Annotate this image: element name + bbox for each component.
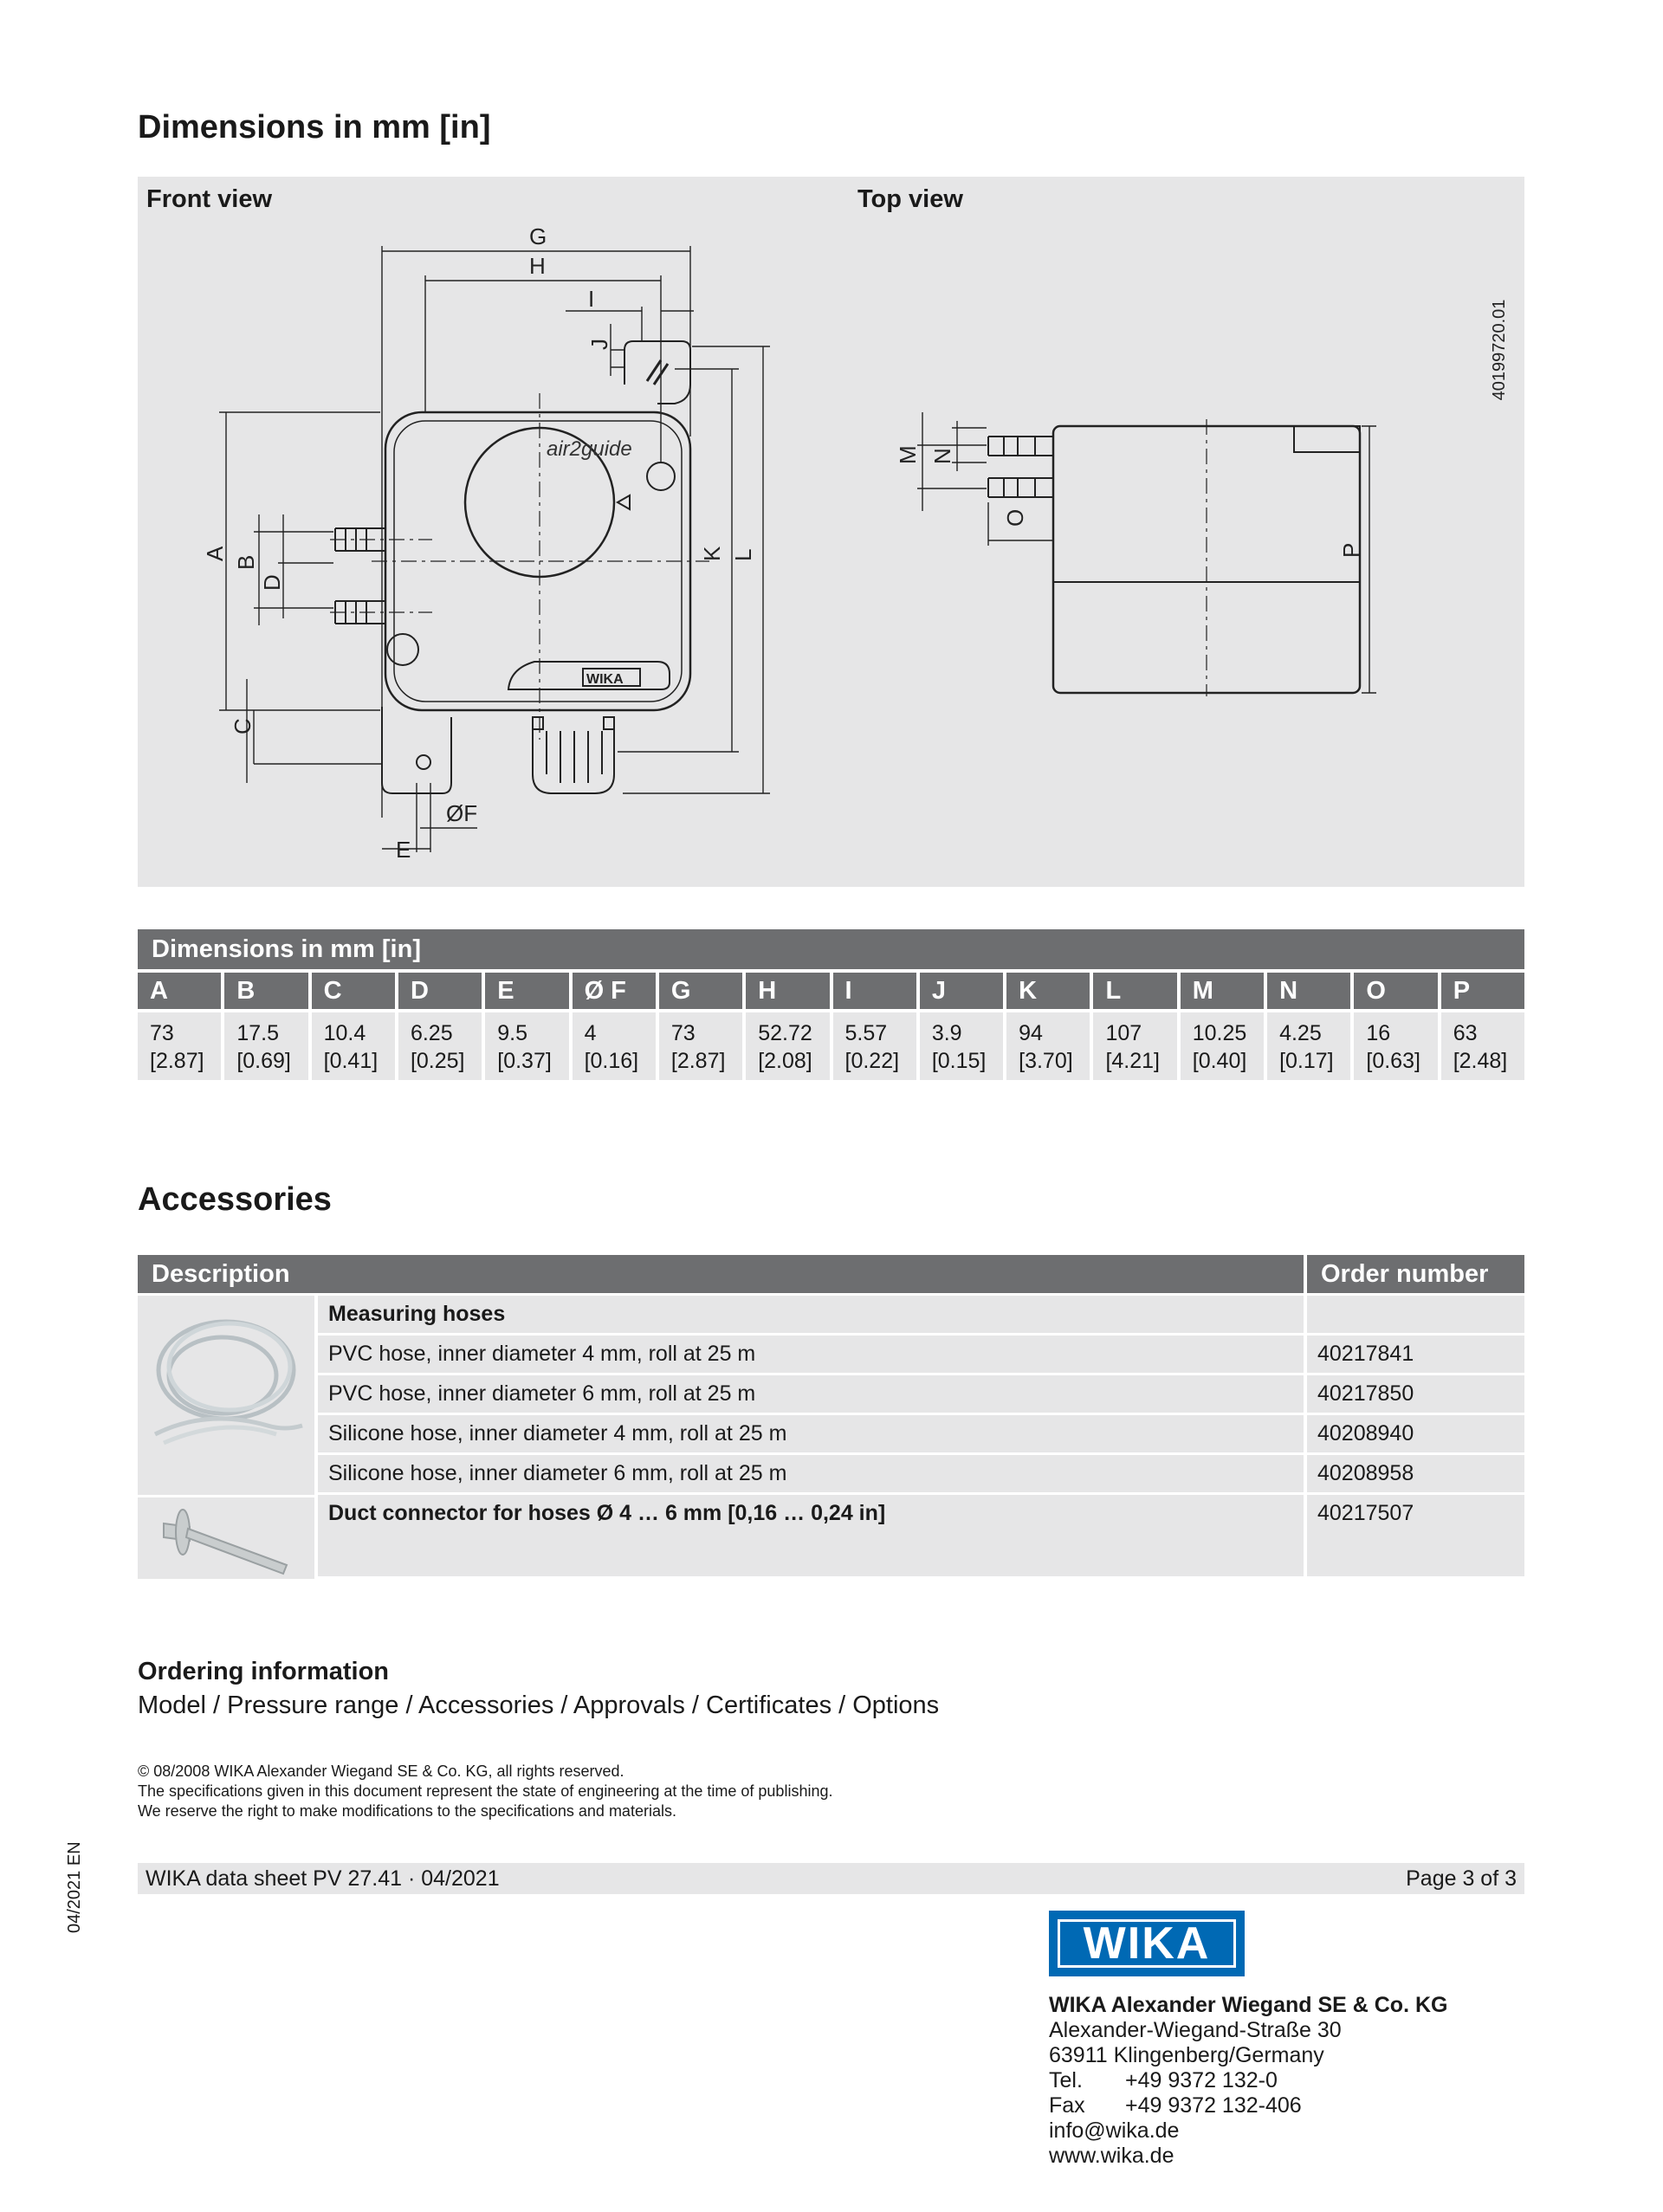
dimension-header-cell: J <box>920 973 1003 1009</box>
dimension-value-cell <box>1441 1012 1524 1080</box>
dimension-inch-value: [3.70] <box>1019 1049 1073 1073</box>
dimension-inch-value: [2.87] <box>150 1049 204 1073</box>
svg-text:G: G <box>529 223 547 249</box>
dimension-value-cell <box>746 1012 829 1080</box>
svg-text:ØF: ØF <box>446 800 478 826</box>
dimension-mm-value: 17.5 <box>236 1021 279 1045</box>
dimension-header-cell: Ø F <box>573 973 656 1009</box>
duct-connector-order-number: 40217507 <box>1307 1495 1524 1576</box>
dimension-inch-value: [0.37] <box>497 1049 552 1073</box>
dimension-inch-value: [2.87] <box>670 1049 726 1073</box>
dimension-mm-value: 16 <box>1366 1021 1391 1045</box>
dimension-header-cell: N <box>1267 973 1350 1009</box>
dimension-mm-value: 63 <box>1453 1021 1478 1045</box>
dimension-inch-value: [0.40] <box>1192 1049 1247 1073</box>
dimension-inch-value: [0.25] <box>410 1049 465 1073</box>
accessory-order-number: 40208958 <box>1307 1455 1524 1492</box>
dimension-header-cell: E <box>485 973 568 1009</box>
top-view-label: Top view <box>857 185 963 213</box>
dimension-inch-value: [2.08] <box>758 1049 812 1073</box>
mounting-ear-bottom <box>382 707 451 793</box>
dimension-inch-value: [0.22] <box>844 1049 900 1073</box>
dimension-mm-value: 6.25 <box>410 1021 453 1045</box>
legal-line: The specifications given in this document represent the state of engineering at the time of publishing. <box>138 1782 833 1800</box>
svg-text:K: K <box>699 546 725 561</box>
dimensions-header-row <box>138 973 1524 1009</box>
accessory-description: PVC hose, inner diameter 6 mm, roll at 25 m <box>318 1375 1304 1413</box>
svg-text:WIKA: WIKA <box>586 672 624 687</box>
svg-text:M: M <box>895 445 921 464</box>
accessory-row <box>318 1375 1524 1413</box>
svg-text:O: O <box>1002 508 1028 527</box>
accessory-description: Silicone hose, inner diameter 4 mm, roll at 25 m <box>318 1415 1304 1452</box>
legal-line: © 08/2008 WIKA Alexander Wiegand SE & Co. KG, all rights reserved. <box>138 1762 624 1780</box>
dimension-value-cell <box>1267 1012 1350 1080</box>
dimension-header-cell: L <box>1093 973 1176 1009</box>
accessory-order-number: 40217850 <box>1307 1375 1524 1413</box>
order-cell-empty <box>1307 1296 1524 1333</box>
mounting-ear-top <box>624 341 690 404</box>
svg-text:P: P <box>1338 542 1364 558</box>
dimension-header-cell: B <box>224 973 307 1009</box>
dimension-header-cell: D <box>398 973 482 1009</box>
footer-bar <box>138 1863 1524 1894</box>
top-view-ports <box>988 437 1053 497</box>
svg-text:N: N <box>929 448 955 464</box>
accessory-order-number: 40208940 <box>1307 1415 1524 1452</box>
ordering-text: Model / Pressure range / Accessories / Approvals / Certificates / Options <box>138 1691 940 1719</box>
duct-connector-image <box>138 1497 314 1579</box>
company-street: Alexander-Wiegand-Straße 30 <box>1049 2018 1342 2042</box>
description-column-header: Description <box>138 1255 1304 1293</box>
svg-text:I: I <box>588 286 595 312</box>
dimension-value-cell <box>1354 1012 1437 1080</box>
page-number: Page 3 of 3 <box>1406 1866 1517 1891</box>
company-name: WIKA Alexander Wiegand SE & Co. KG <box>1049 1993 1448 2017</box>
dimension-value-cell <box>1181 1012 1264 1080</box>
duct-connector-description: Duct connector for hoses Ø 4 … 6 mm [0,16 … 0,24 in] <box>318 1495 1304 1576</box>
dimension-header-cell: I <box>833 973 916 1009</box>
dimension-mm-value: 10.25 <box>1192 1021 1247 1045</box>
svg-text:E: E <box>396 837 411 863</box>
company-contact <box>1049 1993 1447 2169</box>
dimension-inch-value: [2.48] <box>1453 1049 1508 1073</box>
svg-text:L: L <box>730 548 756 561</box>
dimension-value-cell <box>1093 1012 1176 1080</box>
dimension-mm-value: 52.72 <box>758 1021 812 1045</box>
dimensions-table <box>138 929 1524 1080</box>
company-email[interactable]: info@wika.de <box>1049 2118 1180 2143</box>
wika-logo <box>1049 1911 1245 1976</box>
screw-hole-bottom <box>387 634 418 665</box>
dimension-header-cell: P <box>1441 973 1524 1009</box>
dimension-mm-value: 4 <box>584 1021 597 1045</box>
dimension-header-cell: G <box>659 973 742 1009</box>
svg-text:C: C <box>230 718 256 734</box>
dimension-mm-value: 9.5 <box>497 1021 528 1045</box>
dimension-value-cell <box>138 1012 221 1080</box>
svg-text:B: B <box>233 554 259 570</box>
company-tel: Tel. +49 9372 132-0 <box>1049 2068 1278 2092</box>
hose-roll-image <box>138 1296 314 1495</box>
dimension-header-cell: A <box>138 973 221 1009</box>
accessories-table <box>138 1255 1524 1579</box>
dimension-inch-value: [0.16] <box>584 1049 639 1073</box>
svg-text:J: J <box>586 339 612 350</box>
dimensions-value-row <box>138 1012 1524 1080</box>
dimension-mm-value: 73 <box>670 1021 696 1045</box>
dimension-header-cell: C <box>312 973 395 1009</box>
dimension-value-cell <box>573 1012 656 1080</box>
dimension-header-cell: H <box>746 973 829 1009</box>
side-doc-code: 04/2021 EN <box>65 1841 84 1933</box>
front-view-label: Front view <box>146 185 273 213</box>
measuring-hoses-title: Measuring hoses <box>318 1296 1304 1333</box>
accessory-row-duct <box>318 1495 1524 1576</box>
svg-text:D: D <box>259 574 285 591</box>
dimension-value-cell <box>659 1012 742 1080</box>
dimension-mm-value: 107 <box>1105 1021 1142 1045</box>
dimension-header-cell: M <box>1181 973 1264 1009</box>
dimension-value-cell <box>1006 1012 1090 1080</box>
dimension-drawing <box>138 177 1524 887</box>
legal-line: We reserve the right to make modifications to the specifications and materials. <box>138 1802 676 1820</box>
company-website[interactable]: www.wika.de <box>1049 2144 1174 2168</box>
order-number-column-header: Order number <box>1307 1255 1524 1293</box>
dimension-inch-value: [0.63] <box>1366 1049 1420 1073</box>
dimension-value-cell <box>224 1012 307 1080</box>
accessories-header-row <box>138 1255 1524 1293</box>
company-fax: Fax +49 9372 132-406 <box>1049 2093 1302 2118</box>
dimension-inch-value: [4.21] <box>1105 1049 1160 1073</box>
cable-gland <box>533 717 614 793</box>
dimension-inch-value: [0.69] <box>236 1049 291 1073</box>
dimension-value-cell <box>485 1012 568 1080</box>
accessory-row <box>318 1336 1524 1373</box>
drawing-number: 40199720.01 <box>1490 299 1509 401</box>
dimension-header-cell: O <box>1354 973 1437 1009</box>
dimension-mm-value: 10.4 <box>323 1021 366 1045</box>
dimension-inch-value: [0.41] <box>323 1049 379 1073</box>
dimension-mm-value: 4.25 <box>1279 1021 1322 1045</box>
wika-logo-text: WIKA <box>1083 1918 1211 1969</box>
accessory-order-number: 40217841 <box>1307 1336 1524 1373</box>
dimension-mm-value: 5.57 <box>844 1021 888 1045</box>
accessory-row <box>318 1415 1524 1452</box>
dimension-value-cell <box>398 1012 482 1080</box>
svg-text:H: H <box>529 253 546 279</box>
air2guide-logo: air2guide <box>547 437 632 461</box>
legal-notice <box>138 1762 832 1821</box>
dimensions-heading: Dimensions in mm [in] <box>138 109 491 146</box>
dimension-value-cell <box>920 1012 1003 1080</box>
dimension-inch-value: [0.17] <box>1279 1049 1334 1073</box>
accessory-description: Silicone hose, inner diameter 6 mm, roll at 25 m <box>318 1455 1304 1492</box>
dimensions-table-title: Dimensions in mm [in] <box>138 929 1524 969</box>
screw-hole-top <box>647 462 675 490</box>
dimension-header-cell: K <box>1006 973 1090 1009</box>
company-city: 63911 Klingenberg/Germany <box>1049 2043 1324 2067</box>
dimension-mm-value: 94 <box>1019 1021 1043 1045</box>
dimension-inch-value: [0.15] <box>931 1049 987 1073</box>
technical-drawing-panel <box>138 177 1524 887</box>
svg-text:A: A <box>202 546 228 561</box>
accessory-description: PVC hose, inner diameter 4 mm, roll at 25 m <box>318 1336 1304 1373</box>
ordering-heading: Ordering information <box>138 1658 389 1685</box>
accessory-row <box>318 1455 1524 1492</box>
accessories-heading: Accessories <box>138 1181 332 1218</box>
dimension-value-cell <box>833 1012 916 1080</box>
dimension-mm-value: 3.9 <box>931 1021 962 1045</box>
datasheet-reference: WIKA data sheet PV 27.41 · 04/2021 <box>146 1866 500 1891</box>
dimension-value-cell <box>312 1012 395 1080</box>
dimension-mm-value: 73 <box>150 1021 174 1045</box>
